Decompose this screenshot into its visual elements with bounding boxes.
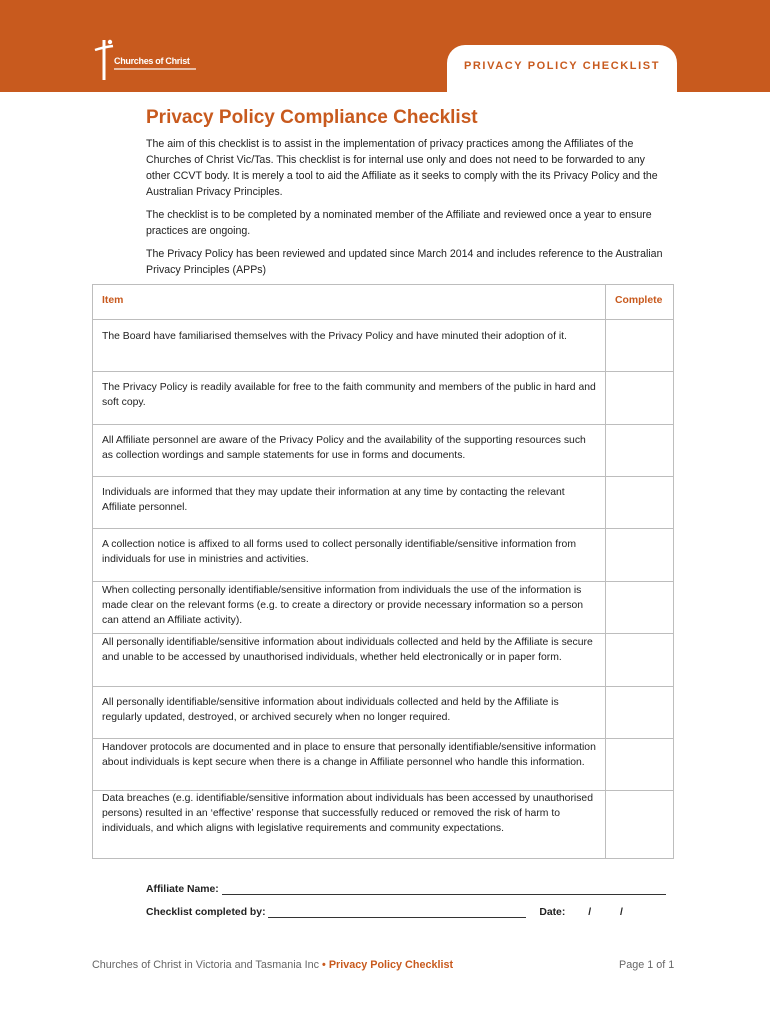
table-row [93, 372, 674, 425]
table-row [93, 425, 674, 477]
completed-by-field [146, 906, 623, 918]
header-tab [447, 45, 677, 92]
complete-cell[interactable] [606, 425, 674, 477]
complete-cell[interactable] [606, 477, 674, 529]
affiliate-name-field [146, 883, 666, 895]
table-row [93, 634, 674, 687]
intro-paragraph: The aim of this checklist is to assist in the implementation of privacy practices among the Affiliates of the Churches of Christ Vic/Tas. This checklist is for internal use only and does not need to be forwarded to any other CCVT body. It is merely a tool to aid the Affiliate as it seeks to comply with the its Privacy Policy and the Australian Privacy Principles. [146, 138, 658, 198]
affiliate-name-input-line[interactable] [222, 883, 666, 895]
table-row [93, 320, 674, 372]
table-row [93, 529, 674, 582]
date-separator: / [588, 907, 592, 918]
complete-cell[interactable] [606, 320, 674, 372]
table-row [93, 582, 674, 634]
complete-cell[interactable] [606, 791, 674, 859]
checklist-item: Data breaches (e.g. identifiable/sensitive information about individuals has been accessed by unauthorised persons) resulted in an ‘effective’ response that successfully reduced or removed the risk of harm to individuals, and which aligns with legislative requirements and community expectations. [93, 791, 606, 859]
checklist-item: All personally identifiable/sensitive information about individuals collected and held by the Affiliate is regularly updated, destroyed, or archived securely when no longer required. [93, 687, 606, 739]
header-tab-label: PRIVACY POLICY CHECKLIST [463, 60, 661, 72]
date-separator: / [619, 907, 623, 918]
table-row [93, 477, 674, 529]
table-row [93, 687, 674, 739]
checklist-item: A collection notice is affixed to all forms used to collect personally identifiable/sensitive information from individuals for use in ministries and activities. [93, 529, 606, 582]
checklist-item: The Privacy Policy is readily available for free to the faith community and members of the public in hard and soft copy. [93, 372, 606, 425]
completed-by-input-line[interactable] [268, 906, 526, 918]
table-row [93, 739, 674, 791]
header-banner [0, 0, 770, 92]
page-title: Privacy Policy Compliance Checklist [146, 107, 478, 128]
complete-cell[interactable] [606, 529, 674, 582]
complete-cell[interactable] [606, 372, 674, 425]
checklist-item: The Board have familiarised themselves with the Privacy Policy and have minuted their adoption of it. [93, 320, 606, 372]
complete-cell[interactable] [606, 687, 674, 739]
column-header-item: Item [93, 285, 606, 320]
footer-org: Churches of Christ in Victoria and Tasmania Inc [92, 959, 320, 971]
date-label: Date: [539, 907, 566, 918]
column-header-complete: Complete [606, 285, 674, 320]
table-row [93, 791, 674, 859]
checklist-item: Individuals are informed that they may update their information at any time by contacting the relevant Affiliate personnel. [93, 477, 606, 529]
logo [92, 38, 212, 82]
affiliate-name-label: Affiliate Name: [146, 884, 219, 895]
checklist-item: Handover protocols are documented and in place to ensure that personally identifiable/sensitive information about individuals is kept secure when there is a change in Affiliate personnel who handle this information. [93, 739, 606, 791]
completed-by-label: Checklist completed by: [146, 907, 266, 918]
checklist-table [92, 284, 674, 859]
cross-figure-icon [92, 38, 116, 82]
checklist-item: All Affiliate personnel are aware of the Privacy Policy and the availability of the supporting resources such as collection wordings and sample statements for use in forms and documents. [93, 425, 606, 477]
frequency-paragraph: The checklist is to be completed by a nominated member of the Affiliate and reviewed once a year to ensure practices are ongoing. [146, 209, 652, 237]
review-paragraph: The Privacy Policy has been reviewed and updated since March 2014 and includes reference to the Australian Privacy Principles (APPs) [146, 248, 663, 276]
complete-cell[interactable] [606, 739, 674, 791]
page-number: Page 1 of 1 [619, 959, 675, 971]
checklist-item: All personally identifiable/sensitive information about individuals collected and held by the Affiliate is secure and unable to be accessed by unauthorised individuals, whether held electronically or in paper form. [93, 634, 606, 687]
table-header-row [93, 285, 674, 320]
logo-tagline [114, 68, 196, 70]
page-footer [92, 959, 453, 971]
footer-doc-name: Privacy Policy Checklist [328, 959, 454, 971]
footer-bullet: • [322, 959, 326, 971]
checklist-item: When collecting personally identifiable/sensitive information from individuals the use of the information is made clear on the relevant forms (e.g. to create a directory or provide necessary information so a person can attend an Affiliate activity). [93, 582, 606, 634]
logo-text: Churches of Christ [114, 56, 190, 66]
complete-cell[interactable] [606, 634, 674, 687]
complete-cell[interactable] [606, 582, 674, 634]
